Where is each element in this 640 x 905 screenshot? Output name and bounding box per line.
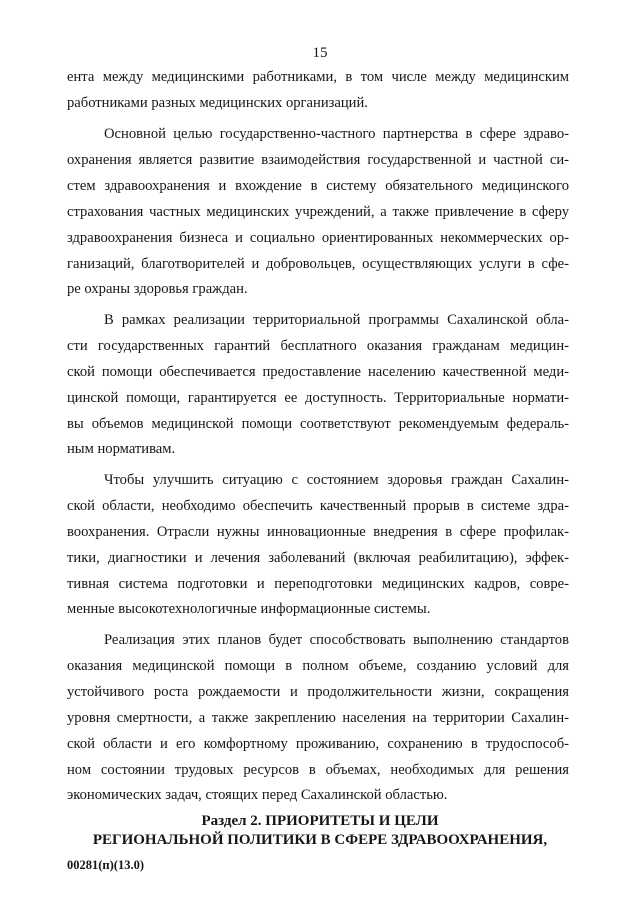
text-line: ным нормативам.	[67, 441, 176, 457]
text-line: цинской помощи, гарантируется ее доступность. Территориальные нормати-	[67, 390, 569, 406]
page-number: 15	[312, 45, 328, 61]
text-line: ганизаций, благотворителей и добровольцев, осуществляющих услуги в сфе-	[67, 256, 569, 272]
text-line: охранения является развитие взаимодействия государственной и частной си-	[67, 152, 569, 168]
text-line: менные высокотехнологичные информационные системы.	[67, 601, 431, 617]
text-line: вы объемов медицинской помощи соответствуют рекомендуемым федераль-	[67, 416, 569, 432]
text-line: тики, диагностики и лечения заболеваний (включая реабилитацию), эффек-	[67, 550, 569, 566]
section-heading-line2: РЕГИОНАЛЬНОЙ ПОЛИТИКИ В СФЕРЕ ЗДРАВООХРАНЕНИЯ,	[92, 832, 548, 848]
text-line: работниками разных медицинских организаций.	[67, 95, 368, 111]
text-line: тивная система подготовки и переподготовки медицинских кадров, совре-	[67, 576, 569, 592]
text-line: ном состоянии трудовых ресурсов в объемах, необходимых для решения	[67, 762, 569, 778]
text-line: воохранения. Отрасли нужны инновационные внедрения в сфере профилак-	[67, 524, 569, 540]
text-line: В рамках реализации территориальной программы Сахалинской обла-	[104, 312, 569, 328]
text-line: Основной целью государственно-частного партнерства в сфере здраво-	[104, 126, 569, 142]
text-line: ской помощи обеспечивается предоставление населению качественной меди-	[67, 364, 569, 380]
text-line: стем здравоохранения и вхождение в систему обязательного медицинского	[67, 178, 569, 194]
text-line: ской области, необходимо обеспечить качественный прорыв в системе здра-	[67, 498, 569, 514]
text-line: устойчивого роста рождаемости и продолжительности жизни, сокращения	[67, 684, 569, 700]
text-line: Чтобы улучшить ситуацию с состоянием здоровья граждан Сахалин-	[104, 472, 569, 488]
text-line: Реализация этих планов будет способствовать выполнению стандартов	[104, 632, 569, 648]
text-line: ента между медицинскими работниками, в том числе между медицинским	[67, 69, 569, 85]
text-line: экономических задач, стоящих перед Сахалинской областью.	[67, 787, 448, 803]
section-heading-line1: Раздел 2. ПРИОРИТЕТЫ И ЦЕЛИ	[201, 813, 439, 829]
text-line: страхования частных медицинских учреждений, а также привлечение в сферу	[67, 204, 569, 220]
text-line: ре охраны здоровья граждан.	[67, 281, 248, 297]
text-line: ской области и его комфортному проживанию, сохранению в трудоспособ-	[67, 736, 569, 752]
text-line: оказания медицинской помощи в полном объеме, созданию условий для	[67, 658, 569, 674]
text-line: уровня смертности, а также закреплению населения на территории Сахалин-	[67, 710, 569, 726]
text-line: здравоохранения бизнеса и социально ориентированных некоммерческих ор-	[67, 230, 569, 246]
document-code: 00281(п)(13.0)	[67, 858, 144, 872]
text-line: сти государственных гарантий бесплатного оказания гражданам медицин-	[67, 338, 569, 354]
